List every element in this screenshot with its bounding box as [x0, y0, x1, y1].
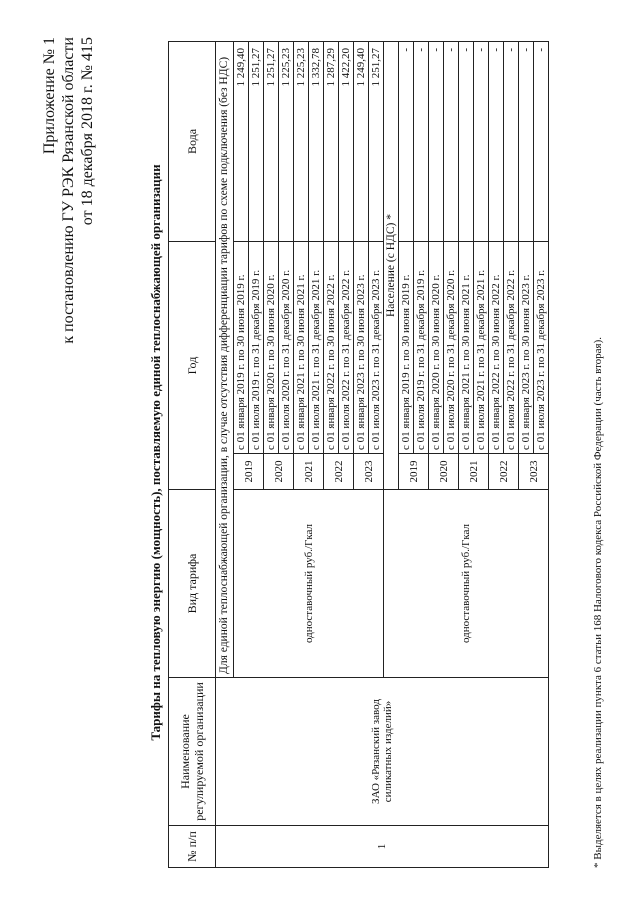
period-cell: с 01 января 2022 г. по 30 июня 2022 г.	[324, 242, 339, 454]
value-cell: -	[444, 42, 459, 242]
year-cell: 2021	[459, 454, 489, 490]
value-cell: -	[414, 42, 429, 242]
header-water: Вода	[169, 42, 216, 242]
period-cell: с 01 января 2023 г. по 30 июня 2023 г.	[519, 242, 534, 454]
tariff-table	[168, 41, 549, 868]
period-cell: с 01 июля 2021 г. по 31 декабря 2021 г.	[474, 242, 489, 454]
value-cell: 1 225,23	[294, 42, 309, 242]
period-cell: с 01 июля 2023 г. по 31 декабря 2023 г.	[534, 242, 549, 454]
value-cell: 1 225,23	[279, 42, 294, 242]
header-year: Год	[169, 242, 216, 490]
value-cell: -	[489, 42, 504, 242]
value-cell: -	[504, 42, 519, 242]
value-cell: 1 251,27	[264, 42, 279, 242]
year-cell: 2019	[234, 454, 264, 490]
value-cell: 1 287,29	[324, 42, 339, 242]
value-cell: 1 249,40	[354, 42, 369, 242]
section2-title: Население (с НДС) *	[384, 42, 399, 490]
period-cell: с 01 июля 2021 г. по 31 декабря 2021 г.	[309, 242, 324, 454]
value-cell: -	[429, 42, 444, 242]
period-cell: с 01 июля 2022 г. по 31 декабря 2022 г.	[339, 242, 354, 454]
value-cell: 1 251,27	[369, 42, 384, 242]
header-tariff: Вид тарифа	[169, 490, 216, 678]
period-cell: с 01 января 2019 г. по 30 июня 2019 г.	[234, 242, 249, 454]
appendix-number: Приложение № 1	[41, 37, 58, 155]
resolution-reference: к постановлению ГУ РЭК Рязанской области	[60, 37, 77, 344]
period-cell: с 01 июля 2022 г. по 31 декабря 2022 г.	[504, 242, 519, 454]
period-cell: с 01 января 2019 г. по 30 июня 2019 г.	[399, 242, 414, 454]
value-cell: -	[519, 42, 534, 242]
year-cell: 2020	[429, 454, 459, 490]
document-title: Тарифы на тепловую энергию (мощность), поставляемую единой теплоснабжающей организации	[148, 164, 163, 741]
year-cell: 2019	[399, 454, 429, 490]
organization-name: ЗАО «Рязанский завод силикатных изделий»	[216, 678, 549, 826]
table-header-row	[169, 42, 216, 868]
row-number: 1	[216, 826, 549, 868]
resolution-date: от 18 декабря 2018 г. № 415	[79, 37, 96, 226]
value-cell: -	[474, 42, 489, 242]
period-cell: с 01 января 2023 г. по 30 июня 2023 г.	[354, 242, 369, 454]
value-cell: -	[399, 42, 414, 242]
period-cell: с 01 июля 2019 г. по 31 декабря 2019 г.	[249, 242, 264, 454]
header-org: Наименование регулируемой организации	[169, 678, 216, 826]
period-cell: с 01 июля 2023 г. по 31 декабря 2023 г.	[369, 242, 384, 454]
period-cell: с 01 июля 2020 г. по 31 декабря 2020 г.	[444, 242, 459, 454]
value-cell: 1 249,40	[234, 42, 249, 242]
footnote: * Выделяется в целях реализации пункта 6 статьи 168 Налогового кодекса Российской Федерации (часть вторая).	[592, 336, 604, 868]
year-cell: 2022	[324, 454, 354, 490]
year-cell: 2021	[294, 454, 324, 490]
section2-tariff-type: одноставочный руб./Гкал	[384, 490, 549, 678]
period-cell: с 01 января 2021 г. по 30 июня 2021 г.	[294, 242, 309, 454]
period-cell: с 01 июля 2019 г. по 31 декабря 2019 г.	[414, 242, 429, 454]
period-cell: с 01 июля 2020 г. по 31 декабря 2020 г.	[279, 242, 294, 454]
period-cell: с 01 января 2020 г. по 30 июня 2020 г.	[429, 242, 444, 454]
period-cell: с 01 января 2022 г. по 30 июня 2022 г.	[489, 242, 504, 454]
header-num: № п/п	[169, 826, 216, 868]
value-cell: 1 251,27	[249, 42, 264, 242]
period-cell: с 01 января 2021 г. по 30 июня 2021 г.	[459, 242, 474, 454]
section-row	[216, 42, 234, 868]
value-cell: 1 332,78	[309, 42, 324, 242]
year-cell: 2023	[354, 454, 384, 490]
period-cell: с 01 января 2020 г. по 30 июня 2020 г.	[264, 242, 279, 454]
section1-title: Для единой теплоснабжающей организации, в случае отсутствия дифференциации тарифов по схеме подключения (без НДС)	[216, 42, 234, 678]
value-cell: -	[459, 42, 474, 242]
year-cell: 2023	[519, 454, 549, 490]
value-cell: -	[534, 42, 549, 242]
value-cell: 1 422,20	[339, 42, 354, 242]
year-cell: 2022	[489, 454, 519, 490]
year-cell: 2020	[264, 454, 294, 490]
section1-tariff-type: одноставочный руб./Гкал	[234, 490, 384, 678]
